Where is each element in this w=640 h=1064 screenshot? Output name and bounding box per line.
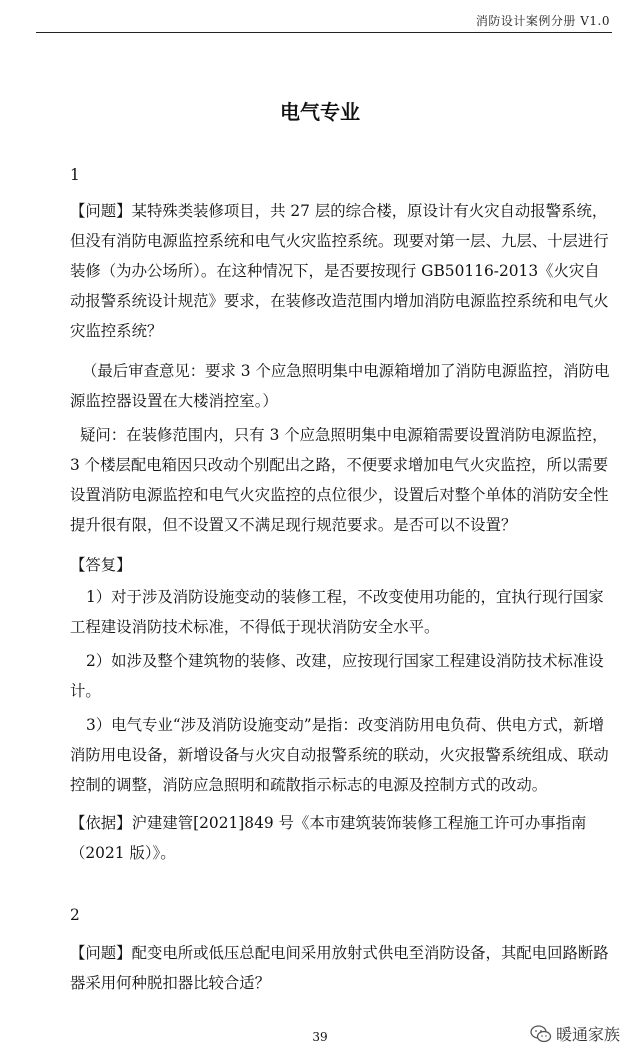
case1-basis: 【依据】沪建建管[2021]849 号《本市建筑装饰装修工程施工许可办事指南（2021 版）》。 — [70, 814, 587, 862]
case-number: 1 — [70, 166, 80, 184]
answer3-block — [70, 710, 610, 800]
answer2-block — [70, 646, 610, 706]
wechat-icon — [530, 1024, 552, 1044]
watermark — [530, 1022, 620, 1045]
case1-body — [70, 196, 610, 346]
case1-doubt-block — [70, 420, 610, 540]
answer-label-block — [70, 550, 610, 580]
answer-3: 3）电气专业“涉及消防设施变动”是指：改变消防用电负荷、供电方式，新增消防用电设备，新增设备与火灾自动报警系统的联动，火灾报警系统组成、联动控制的调整，消防应急照明和疏散指示标志的电源及控制方式的改动。 — [70, 716, 609, 794]
header-text: 消防设计案例分册 V1.0 — [475, 14, 610, 28]
case1-question: 【问题】某特殊类装修项目，共 27 层的综合楼，原设计有火灾自动报警系统，但没有消防电源监控系统和电气火灾监控系统。现要对第一层、九层、十层进行装修（为办公场所）。在这种情况下，是否要按现行 GB50116-2013《火灾自动报警系统设计规范》要求，在装修改造范围内增加消防电源监控系统和电气火灾监控系统？ — [70, 202, 609, 340]
case1-review-block — [70, 356, 610, 416]
answer-1: 1）对于涉及消防设施变动的装修工程，不改变使用功能的，宜执行现行国家工程建设消防技术标准，不得低于现状消防安全水平。 — [70, 588, 604, 636]
case2-body — [70, 938, 610, 998]
answer-2: 2）如涉及整个建筑物的装修、改建，应按现行国家工程建设消防技术标准设计。 — [70, 652, 604, 700]
answer1-block — [70, 582, 610, 642]
case2-question: 【问题】配变电所或低压总配电间采用放射式供电至消防设备，其配电回路断路器采用何种脱扣器比较合适？ — [70, 944, 609, 992]
case1-review: （最后审查意见：要求 3 个应急照明集中电源箱增加了消防电源监控，消防电源监控器设置在大楼消控室。） — [70, 362, 610, 410]
watermark-text: 暖通家族 — [555, 1025, 620, 1044]
case1-doubt: 疑问：在装修范围内，只有 3 个应急照明集中电源箱需要设置消防电源监控，3 个楼层配电箱因只改动个别配出之路，不便要求增加电气火灾监控，所以需要设置消防电源监控和电气火灾监控的点位很少，设置后对整个单体的消防安全性提升很有限，但不设置又不满足现行规范要求。是否可以不设置？ — [70, 426, 609, 534]
answer-label: 【答复】 — [70, 556, 132, 574]
page-number: 39 — [312, 1030, 328, 1044]
case2-number: 2 — [70, 906, 80, 924]
page-header — [36, 6, 612, 33]
basis-block — [70, 808, 610, 868]
page-title: 电气专业 — [280, 100, 360, 124]
